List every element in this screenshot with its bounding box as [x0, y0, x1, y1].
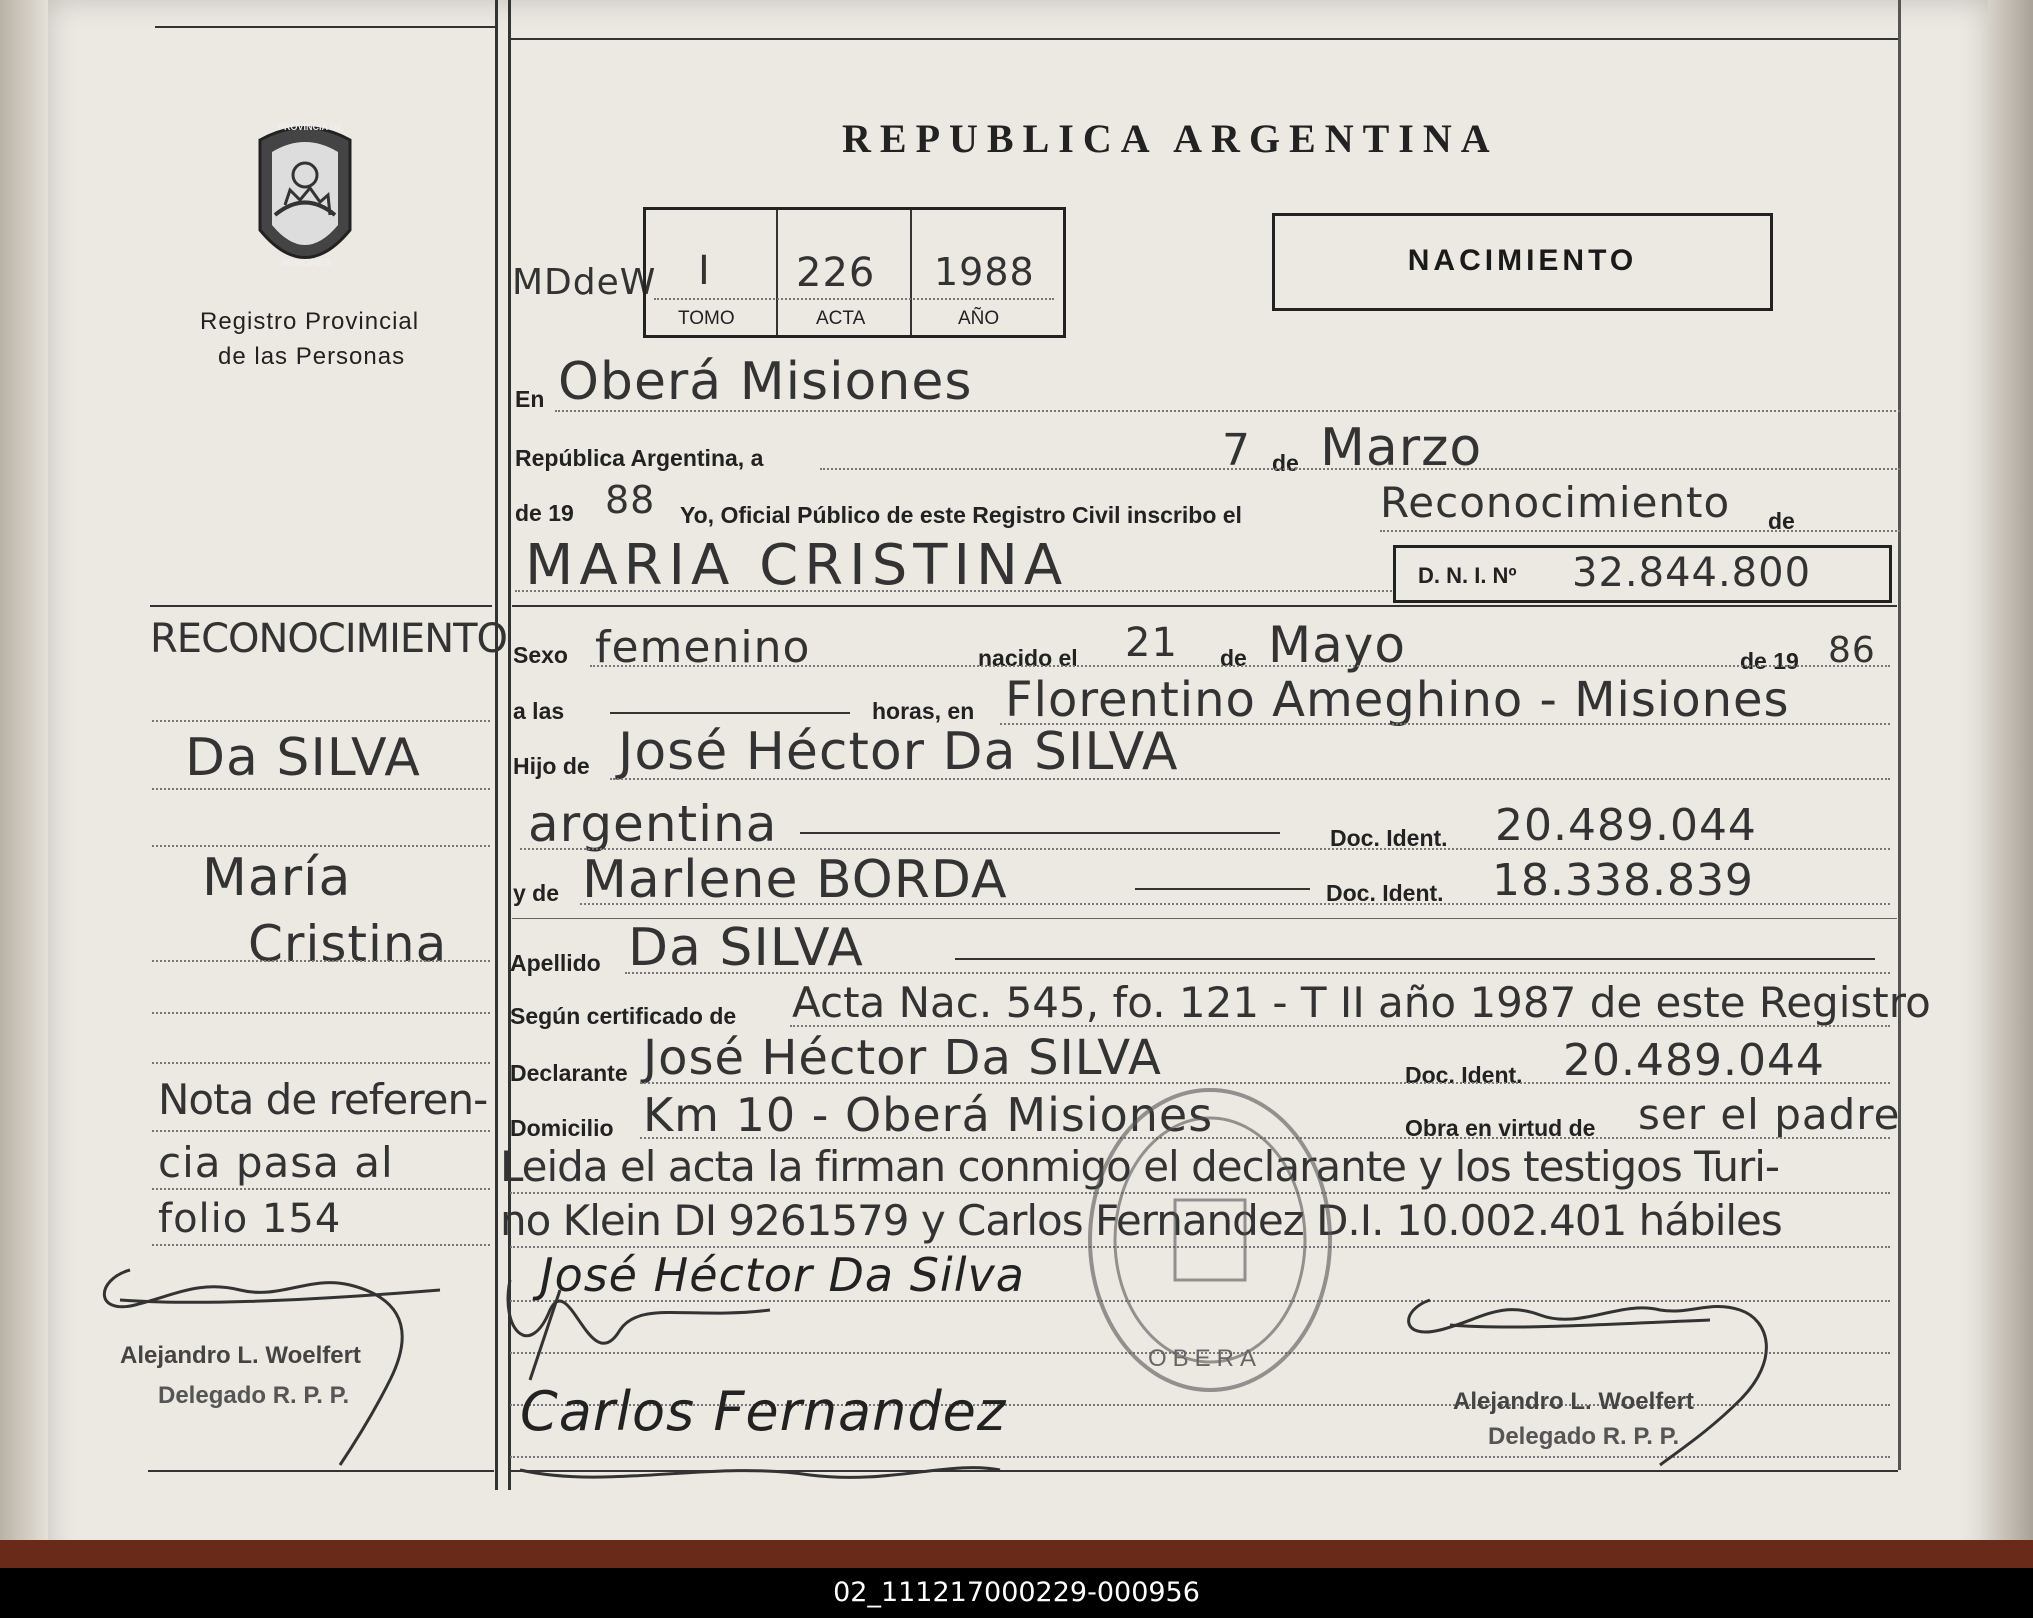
seal-top-text: PROVINCIA DE — [278, 122, 343, 132]
sidebar-line-5 — [152, 1012, 490, 1014]
act-type-label: NACIMIENTO — [1407, 244, 1638, 277]
en-label: En — [515, 386, 545, 412]
column-divider-2 — [508, 0, 511, 1490]
sidebar-line-6 — [152, 1062, 490, 1064]
apellido-value: Da SILVA — [628, 918, 864, 978]
tomo-value: I — [698, 248, 711, 294]
mother-doc-value: 18.338.839 — [1492, 855, 1754, 906]
place-line — [555, 410, 1900, 412]
obra-label: Obra en virtud de — [1405, 1115, 1596, 1141]
certificado-line — [790, 1025, 1890, 1027]
stamp-text: OBERA — [1148, 1345, 1263, 1372]
declarante-doc-label: Doc. Ident. — [1405, 1062, 1523, 1088]
horas-label: horas, en — [872, 698, 975, 724]
inscription-line — [1380, 530, 1900, 532]
date-line — [820, 468, 1900, 470]
father-doc-label: Doc. Ident. — [1330, 825, 1448, 851]
a-las-label: a las — [513, 698, 565, 724]
de-label: de — [1272, 450, 1299, 476]
y-de-label: y de — [513, 880, 560, 906]
registry-name-line1: Registro Provincial — [200, 308, 420, 335]
father-doc-value: 20.489.044 — [1495, 800, 1757, 851]
page-edge — [1988, 0, 2033, 1568]
de-label-2: de — [1768, 508, 1795, 534]
sidebar-line-8 — [152, 1188, 490, 1190]
father-nationality: argentina — [528, 795, 778, 853]
mother-line — [580, 903, 1890, 905]
father-line — [610, 778, 1890, 780]
name-value: MARIA CRISTINA — [525, 533, 1069, 598]
province-seal-icon — [250, 120, 360, 280]
delegate-role-right: Delegado R. P. P. — [1488, 1423, 1680, 1450]
sidebar-line-4 — [152, 960, 490, 962]
bottom-rule-left — [148, 1470, 494, 1472]
declarante-doc-value: 20.489.044 — [1563, 1035, 1825, 1086]
nacido-label: nacido el — [978, 645, 1078, 671]
ano-value: 1988 — [934, 250, 1035, 294]
sidebar-given-1: María — [202, 848, 352, 908]
book-binding — [0, 0, 48, 1568]
dni-label: D. N. I. Nº — [1418, 563, 1517, 588]
domicilio-label: Domicilio — [510, 1115, 614, 1141]
sidebar-note-2: cia pasa al — [158, 1138, 394, 1187]
registry-name-line2: de las Personas — [218, 343, 406, 370]
country-title: REPUBLICA ARGENTINA — [842, 116, 1499, 161]
apellido-blank — [955, 958, 1875, 960]
sidebar-line-7 — [152, 1130, 490, 1132]
birth-month: Mayo — [1268, 616, 1406, 674]
codes-writing-line — [654, 298, 1054, 300]
sexo-value: femenino — [595, 622, 811, 673]
book-cover — [0, 1540, 2033, 1568]
inscription-value: Reconocimiento — [1380, 478, 1731, 527]
hijo-label: Hijo de — [513, 753, 590, 779]
witness-signature: Carlos Fernandez — [520, 1380, 1007, 1443]
declarante-label: Declarante — [510, 1060, 628, 1086]
birth-place: Florentino Ameghino - Misiones — [1005, 672, 1790, 728]
sidebar-line-2 — [152, 788, 490, 790]
name-line — [515, 590, 1395, 592]
acta-value: 226 — [796, 250, 876, 296]
delegate-name-right: Alejandro L. Woelfert — [1453, 1388, 1694, 1415]
sidebar-note-1: Nota de referen- — [158, 1075, 488, 1124]
sidebar-note-3: folio 154 — [158, 1196, 342, 1242]
sexo-label: Sexo — [513, 642, 568, 668]
codes-divider-2 — [910, 210, 912, 335]
birth-de-label: de — [1220, 645, 1247, 671]
father-value: José Héctor Da SILVA — [618, 722, 1179, 782]
birth-year-prefix: de 19 — [1740, 648, 1799, 674]
oficial-text: Yo, Oficial Público de este Registro Civil inscribo el — [680, 502, 1242, 528]
dni-value: 32.844.800 — [1572, 550, 1812, 596]
mother-value: Marlene BORDA — [582, 850, 1008, 910]
top-rule-left — [155, 26, 495, 28]
declarante-signature: José Héctor Da Silva — [540, 1248, 1025, 1302]
codes-table — [643, 207, 1066, 338]
birth-day: 21 — [1125, 620, 1178, 666]
place-value: Oberá Misiones — [558, 352, 973, 412]
year-suffix: 88 — [605, 478, 656, 522]
apellido-line — [625, 972, 1890, 974]
obra-value: ser el padre — [1638, 1090, 1901, 1139]
sidebar-type-note: RECONOCIMIENTO — [150, 616, 508, 662]
witness-flourish — [510, 1420, 1010, 1500]
sidebar-line-3 — [152, 845, 490, 847]
main-rule — [512, 605, 1897, 607]
sexo-line — [590, 665, 1890, 667]
birth-year-suffix: 86 — [1828, 630, 1876, 671]
right-border — [1898, 0, 1901, 1470]
dni-box — [1393, 545, 1892, 603]
act-type-box — [1272, 213, 1773, 311]
codes-prefix: MDdeW — [512, 262, 657, 303]
leida-line-1: Leida el acta la firman conmigo el declarante y los testigos Turi- — [500, 1142, 1780, 1191]
day-value: 7 — [1222, 425, 1251, 476]
certificado-value: Acta Nac. 545, fo. 121 - T II año 1987 de este Registro — [792, 978, 1931, 1027]
sidebar-given-2: Cristina — [248, 915, 448, 973]
image-caption: 02_111217000229-000956 — [0, 1568, 2033, 1618]
top-rule-right — [510, 38, 1900, 40]
year-prefix: de 19 — [515, 500, 574, 526]
delegate-role-left: Delegado R. P. P. — [158, 1382, 350, 1409]
hours-blank — [610, 712, 850, 714]
month-value: Marzo — [1320, 418, 1483, 478]
seal-bottom-text: MISIONES — [282, 258, 331, 269]
republica-label: República Argentina, a — [515, 445, 764, 471]
codes-divider-1 — [776, 210, 778, 335]
segun-label: Según certificado de — [510, 1003, 737, 1029]
domicilio-value: Km 10 - Oberá Misiones — [643, 1088, 1214, 1142]
leida-line-2: no Klein DI 9261579 y Carlos Fernandez D.I. 10.002.401 hábiles — [500, 1196, 1782, 1245]
sidebar-surname: Da SILVA — [185, 728, 421, 788]
sidebar-line-1 — [152, 720, 490, 722]
nationality-blank — [800, 832, 1280, 834]
mother-blank — [1135, 888, 1310, 890]
declarante-flourish — [490, 1270, 790, 1390]
tomo-label: TOMO — [678, 308, 735, 329]
column-divider-1 — [495, 0, 498, 1490]
declarante-value: José Héctor Da SILVA — [643, 1030, 1162, 1086]
sidebar-rule — [150, 605, 492, 607]
mother-doc-label: Doc. Ident. — [1326, 880, 1444, 906]
acta-label: ACTA — [816, 308, 866, 329]
ano-label: AÑO — [958, 308, 1000, 329]
delegate-name-left: Alejandro L. Woelfert — [120, 1342, 361, 1369]
apellido-label: Apellido — [510, 950, 601, 976]
